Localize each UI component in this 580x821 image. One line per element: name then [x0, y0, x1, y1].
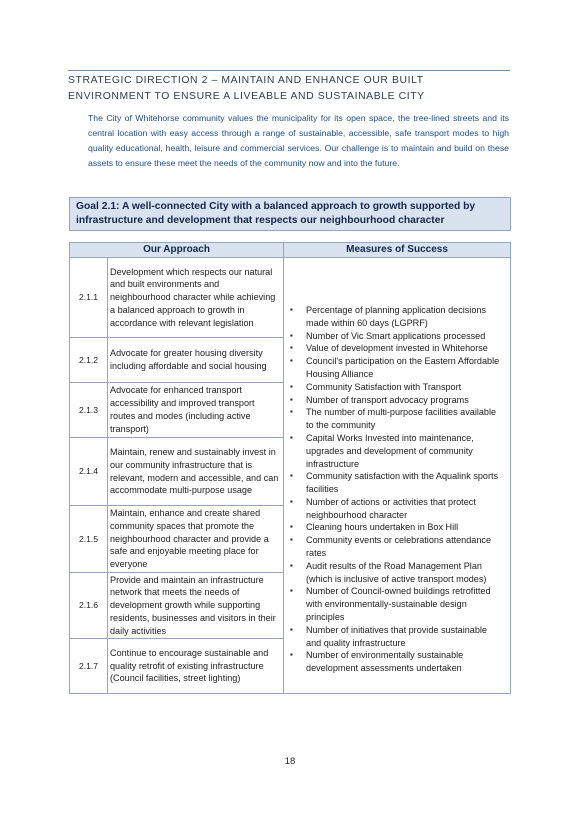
- approach-number: 2.1.7: [70, 639, 108, 694]
- table-row: [70, 258, 511, 338]
- header-our-approach: Our Approach: [70, 243, 284, 258]
- approach-text: Maintain, renew and sustainably invest in our community infrastructure that is relevant, modern and accessible, and can accommodate multi-purpose usage: [108, 438, 284, 506]
- list-item: ▪ Council's participation on the Eastern Affordable Housing Alliance: [288, 355, 504, 381]
- list-item: ▪ Number of environmentally sustainable development assessments undertaken: [288, 649, 504, 675]
- header-measures-of-success: Measures of Success: [284, 243, 511, 258]
- approach-number: 2.1.4: [70, 438, 108, 506]
- list-item: ▪ Value of development invested in Whitehorse: [288, 342, 504, 355]
- list-item: ▪ Community Satisfaction with Transport: [288, 381, 504, 394]
- list-item: ▪ Number of Vic Smart applications processed: [288, 330, 504, 343]
- approach-text: Continue to encourage sustainable and quality retrofit of existing infrastructure (Council facilities, street lighting): [108, 639, 284, 694]
- approach-number: 2.1.3: [70, 383, 108, 438]
- list-item: ▪ Community satisfaction with the Aqualink sports facilities: [288, 470, 504, 496]
- approach-number: 2.1.1: [70, 258, 108, 338]
- page-number: 18: [284, 756, 296, 767]
- list-item: ▪ The number of multi-purpose facilities available to the community: [288, 406, 504, 432]
- measures-list: [288, 304, 504, 675]
- list-item: ▪ Number of initiatives that provide sustainable and quality infrastructure: [288, 624, 504, 650]
- approach-number: 2.1.6: [70, 573, 108, 639]
- list-item: ▪ Capital Works Invested into maintenance, upgrades and development of community infrastructure: [288, 432, 504, 470]
- approach-text: Advocate for enhanced transport accessibility and improved transport routes and modes (including active transport): [108, 383, 284, 438]
- goal-banner: Goal 2.1: A well-connected City with a balanced approach to growth supported by infrastructure and development that respects our neighbourhood character: [69, 197, 511, 231]
- list-item: ▪ Number of Council-owned buildings retrofitted with environmentally-sustainable design principles: [288, 585, 504, 623]
- approach-number: 2.1.2: [70, 338, 108, 383]
- approach-text: Maintain, enhance and create shared community spaces that promote the neighbourhood character and provide a safe and enjoyable meeting place for everyone: [108, 506, 284, 573]
- list-item: ▪ Percentage of planning application decisions made within 60 days (LGPRF): [288, 304, 504, 330]
- list-item: ▪ Number of actions or activities that protect neighbourhood character: [288, 496, 504, 522]
- list-item: ▪ Number of transport advocacy programs: [288, 394, 504, 407]
- approach-text: Advocate for greater housing diversity including affordable and social housing: [108, 338, 284, 383]
- list-item: ▪ Cleaning hours undertaken in Box Hill: [288, 521, 504, 534]
- approach-number: 2.1.5: [70, 506, 108, 573]
- approach-text: Development which respects our natural and built environments and neighbourhood character while achieving a balanced approach to growth in accordance with relevant legislation: [108, 258, 284, 338]
- measures-cell: [284, 258, 511, 694]
- list-item: ▪ Community events or celebrations attendance rates: [288, 534, 504, 560]
- strategic-direction-heading: STRATEGIC DIRECTION 2 – MAINTAIN AND ENHANCE OUR BUILT ENVIRONMENT TO ENSURE A LIVEABLE AND SUSTAINABLE CITY: [68, 70, 510, 104]
- approach-text: Provide and maintain an infrastructure network that meets the needs of development growth while supporting residents, businesses and visitors in their daily activities: [108, 573, 284, 639]
- list-item: ▪ Audit results of the Road Management Plan (which is inclusive of active transport modes): [288, 560, 504, 586]
- approach-measures-table: [69, 242, 511, 694]
- intro-paragraph: The City of Whitehorse community values the municipality for its open space, the tree-lined streets and its central location with easy access through a range of sustainable, accessible, safe transport modes to high quality educational, health, leisure and commercial services. Our challenge is to maintain and build on these assets to ensure these meet the needs of the community now and into the future.: [88, 113, 509, 168]
